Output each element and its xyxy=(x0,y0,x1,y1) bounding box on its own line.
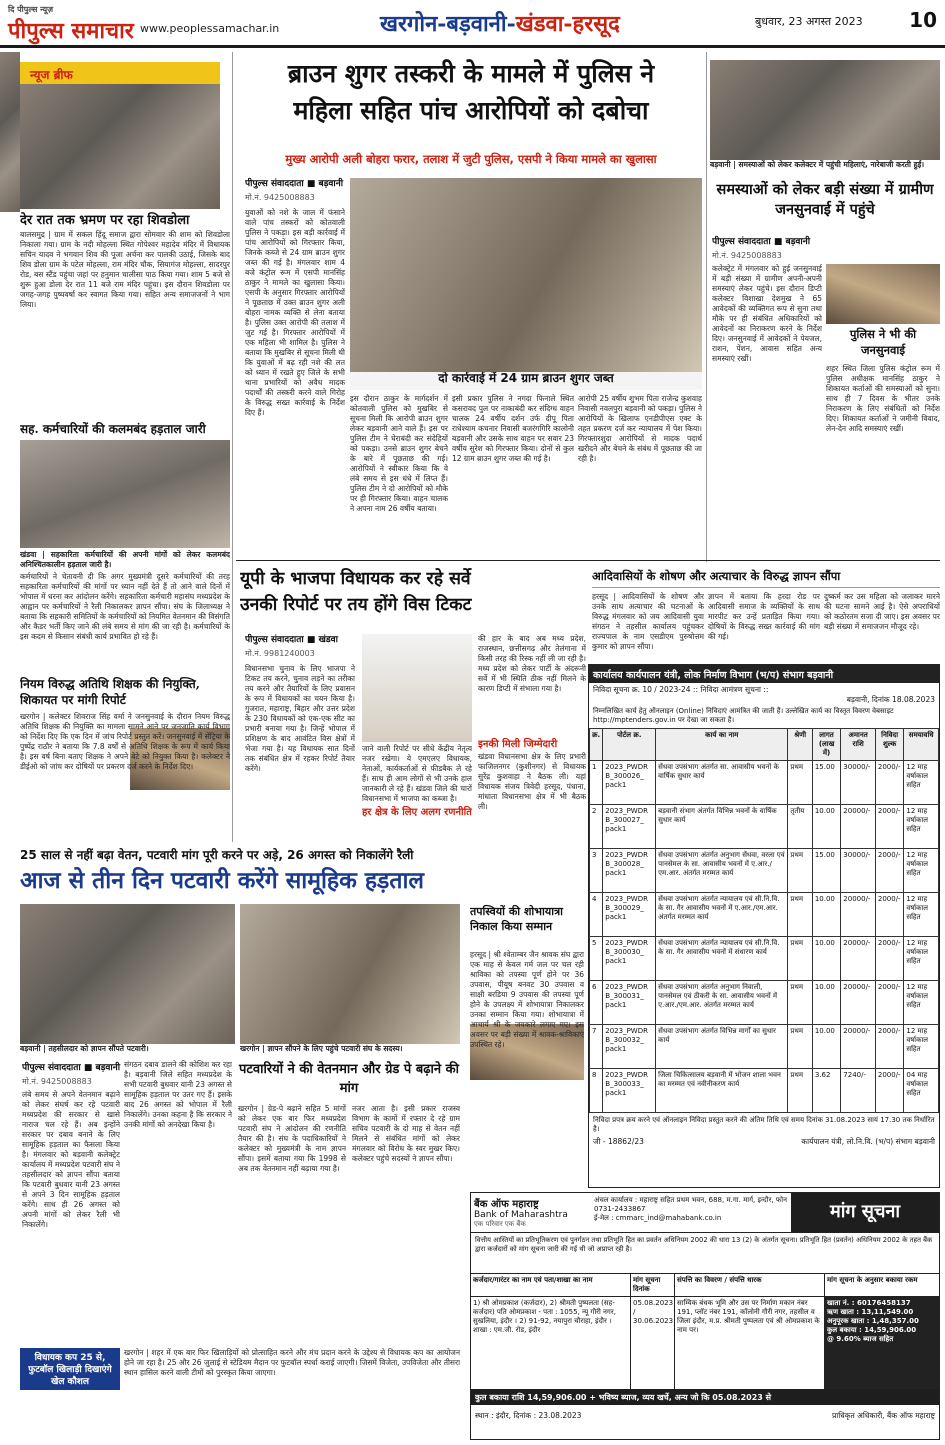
website-url[interactable]: www.peoplessamachar.in xyxy=(140,22,280,35)
bank-account: खाता नं. : 60176458137 xyxy=(827,1299,911,1307)
tender-cell: 2000/- xyxy=(875,937,903,981)
strike-col1: लंबे समय से अपने वेतनमान बढ़ाने को लेकर संघर्ष कर रहे पटवारी मध्यप्रदेश की सरकार से खासे नाराज चल रहे हैं। अब इन्होंने सरकार पर दबाव बनाने के लिए सामूहिक हड़ताल का फैसला किया है। मंगलवार को बड़वानी कलेक्ट्रेट कार्यालय में मध्यप्रदेश पटवारी संघ ने तहसीलदार को ज्ञापन सौंपा बताया कि पटवारी बुधवार यानी 23 अगस्त से अपने 3 दिन सामूहिक हड़ताल करेंगे। साथ ही 26 अगस्त को अपनी मांगों को लेकर रैली भी निकालेंगे। xyxy=(22,1090,120,1229)
tender-cell: प्रथम xyxy=(788,1025,812,1069)
newspaper-logo xyxy=(8,4,134,45)
tender-cell: 15.00 xyxy=(812,849,840,893)
bank-logo xyxy=(471,1193,591,1232)
tender-cell: 10.00 xyxy=(812,805,840,849)
tender-header-cell: अमानत राशि xyxy=(841,729,876,761)
bank-header xyxy=(471,1193,939,1233)
tender-cell: 2000/- xyxy=(875,761,903,805)
section-rule xyxy=(236,560,940,561)
strike-caption-1: बड़वानी | तहसीलदार को ज्ञापन सौंपते पटवारी। xyxy=(20,1044,149,1053)
lead-col3: इसी प्रकार पुलिस ने नगदा फिनाले स्थित कसरावद पुल पर नाकाबंदी कर संदिग्ध वाहन चालक 24 वर्षीय दर्शन उर्फ दीपू पिता राधेश्याम कचनार निवासी बजरंगगिरि कालोनी बड़वानी और उसके साथ वाहन पर सवार 23 वर्षीय सुरेश को गिरफ्तार किया। दोनों से कुल 12 ग्राम ब्राउन शुगर जब्त की गई है। xyxy=(452,394,574,463)
mla-headline-2: उनकी रिपोर्ट पर तय होंगे विस टिकट xyxy=(240,595,472,615)
police-hearing-text: शहर स्थित जिला पुलिस कंट्रोल रूम में पुलिस अधीक्षक मानसिंह ठाकुर ने शिकायत कर्ताओं की समस्याओं को सुना। साथ ही 7 दिवस के भीतर उनके निराकरण के लिए संबंधितों को निर्देश दिए। शिकायत कर्ताओं ने जमीनी विवाद, लेन-देन आदि समस्याएं रखीं। xyxy=(826,364,940,433)
strike-col3: खरगोन | ग्रेड-पे बढ़ाने सहित 5 मांगों को लेकर एक बार फिर मध्यप्रदेश पटवारी संघ ने आंदोलन की रणनीति तैयार की है। संघ के पदाधिकारियों ने कलेक्टर को मुख्यमंत्री के नाम ज्ञापन सौंपा। इसमें बताया गया कि 1998 से अब तक वेतनमान नहीं बढ़ाया गया है। xyxy=(238,1104,346,1173)
tender-notice xyxy=(588,664,940,1188)
villagers-mobile: मो.नं. 9425008883 xyxy=(712,251,782,260)
cooperative-caption: खंडवा | सहकारिता कर्मचारियों की अपनी मांगों को लेकर कलमबंद अनिश्चितकालीन हड़ताल जारी है। xyxy=(20,550,230,569)
tender-header-cell: श्रेणी xyxy=(788,729,812,761)
mla-headline xyxy=(240,566,585,630)
bank-dates: 05.08.2023 / 30.06.2023 xyxy=(631,1297,675,1389)
tender-cell: 12 माह वर्षाकाल सहित xyxy=(904,937,939,981)
bank-th-amount: मांग सूचना के अनुसार बकाया रकम xyxy=(827,1276,918,1284)
bank-amount-loan: ऋण खाता : 13,11,549.00 xyxy=(827,1308,914,1316)
tender-header-cell: लागत (लाख में) xyxy=(812,729,840,761)
column-divider xyxy=(232,52,233,842)
tender-cell: 2023_PWDR B_300033_ pack1 xyxy=(603,1069,656,1113)
bank-interest: @ 9.60% ब्याज सहित xyxy=(827,1335,894,1343)
strike-photo-1 xyxy=(20,904,235,1044)
tender-cell: 2023_PWDR B_300030_ pack1 xyxy=(603,937,656,981)
bank-amount-supplementary: अनुपूरक खाता : 1,48,357.00 xyxy=(827,1317,919,1325)
lead-photo-caption: दो कार्रवाई में 24 ग्राम ब्राउन शुगर जब्त xyxy=(350,372,702,390)
teacher-headline: नियम विरुद्ध अतिथि शिक्षक की नियुक्ति, शिकायत पर मांगी रिपोर्ट xyxy=(20,677,200,707)
strike-caption-2: खरगोन | ज्ञापन सौंपने के लिए पहुंचे पटवारी संघ के सदस्य। xyxy=(240,1044,403,1053)
villagers-byline: पीपुल्स संवाददाता ■ बड़वानी xyxy=(712,237,811,247)
tender-row xyxy=(590,1025,939,1069)
tender-cell: 3.62 xyxy=(812,1069,840,1113)
tender-row xyxy=(590,981,939,1025)
mla-col2: जाने वाली रिपोर्ट पर सीधे केंद्रीय नेतृत्व नजर रखेगा। ये एमएलए विधायक, नेताओं, कार्यकर्ताओं से फीडबैक ले रहे हैं। साथ ही आम लोगों से भी उनके हाल जानकारी ले रहे हैं। खंडवा जिले की चारों विधानसभा में भाजपा का कब्जा है। xyxy=(362,744,472,803)
tender-cell: 10.00 xyxy=(812,893,840,937)
tender-cell: 2023_PWDR B_300031_ pack1 xyxy=(603,981,656,1025)
mla-byline: पीपुल्स संवाददाता ■ खंडवा xyxy=(245,635,338,645)
shivdola-photo xyxy=(20,84,220,209)
tender-cell: 10.00 xyxy=(812,937,840,981)
issue-date: बुधवार, 23 अगस्त 2023 xyxy=(755,15,863,28)
bank-name-hi: बैंक ऑफ महाराष्ट्र xyxy=(474,1199,539,1210)
bank-th-borrower: कर्जदार/गारंटर का नाम एवं पता/शाखा का नाम xyxy=(471,1274,631,1296)
shivdola-text: बालसमुद्र | ग्राम में सकल हिंदू समाज द्वारा सोमवार की शाम को शिवडोला निकाला गया। ग्राम के नदी मोहल्ला स्थित गोपेश्वर महादेव मंदिर में विधायक सचिन यादव ने भगवान शिव की पूजा अर्चना कर पालकी उठाई, जिसके बाद शिव डोला ग्राम के पटेल मोहल्ला, राम मंदिर चौक, सियागंज मोहल्ला, सादरपुर रोड, बस स्टैंड पहुंचा जहां पर हनुमान चालीसा पाठ किया गया। शाम 5 बजे से शुरू हुआ डोला देर रात 11 बजे राम मंदिर पहुंचा। इस दौरान शिवडोला पर जगह-जगह पुष्पवर्षा कर स्वागत किया गया। सहित अन्य समाजजनों ने भाग लिया। xyxy=(20,230,230,309)
tribal-headline: आदिवासियों के शोषण और अत्याचार के विरुद्ध ज्ञापन सौंपा xyxy=(592,566,940,588)
tender-cell: 2023_PWDR B_300028_ pack1 xyxy=(603,849,656,893)
tender-cell: सेंधवा उपसंभाग अंतर्गत सा. आवासीय भवनों के वार्षिक सुधार कार्य xyxy=(656,761,788,805)
lead-byline: पीपुल्स संवाददाता ■ बड़वानी xyxy=(245,179,344,189)
bank-footer xyxy=(471,1405,939,1427)
tender-cell: 8 xyxy=(590,1069,603,1113)
tender-cell: 2 xyxy=(590,805,603,849)
news-brief-label: न्यूज ब्रीफ xyxy=(20,62,220,84)
tender-cell: 20000/- xyxy=(841,1025,876,1069)
villagers-headline: समस्याओं को लेकर बड़ी संख्या में ग्रामीण जनसुनवाई में पहुंचे xyxy=(716,181,934,218)
page-number: 10 xyxy=(909,8,937,32)
mla-sub2: इनकी मिली जिम्मेदारी xyxy=(478,739,558,750)
strike-brief-headline: सह. कर्मचारियों की कलमबंद हड़ताल जारी xyxy=(20,422,206,436)
bank-amounts xyxy=(825,1297,939,1389)
tender-header-cell: क्र. xyxy=(590,729,603,761)
bank-total-line: कुल बकाया राशि 14,59,906.00 + भविष्य ब्याज, व्यय खर्चे, अन्य जो कि 05.08.2023 से xyxy=(471,1389,939,1405)
tender-cell: 1 xyxy=(590,761,603,805)
strike-sub-headline: पटवारियों ने की वेतनमान और ग्रेड पे बढ़ाने की मांग xyxy=(238,1062,460,1096)
tender-cell: सेंधवा उपसंभाग अंतर्गत न्यायालय एवं सी.नि.वि. के सा. गैर आवासीय भवनों में ए.आर./एम.आर. अंतर्गत मरम्मत कार्य xyxy=(656,893,788,937)
tender-cell: तृतीय xyxy=(788,805,812,849)
lead-accused-photo xyxy=(350,178,702,372)
tender-intro: निम्नलिखित कार्य हेतु ऑनलाइन (Online) निविदाएं आमंत्रित की जाती हैं। उल्लेखित कार्य का विस्तृत विवरण वेबसाइट http://mptenders.gov.in पर देखा जा सकता है। xyxy=(593,707,894,724)
tender-cell: 7240/- xyxy=(841,1069,876,1113)
tender-cell: 5 xyxy=(590,937,603,981)
tender-table xyxy=(589,728,939,1113)
bank-property: साम्यिक बंधक भूमि और उस पर निर्माण मकान नंबर 191, प्लॉट नंबर 191, कॉलोनी गौरी नगर, तहसील व जिला इंदौर, म.प्र. श्रीमती पुष्पलता एवं श्री ओमप्रकाश के नाम पर। xyxy=(675,1297,825,1389)
tender-cell: 12 माह वर्षाकाल सहित xyxy=(904,805,939,849)
strike-col2: संगठन दबाव डालने की कोशिश कर रहा है। बड़वानी जिले सहित मध्यप्रदेश के सभी पटवारी बुधवार यानी 23 अगस्त से सामूहिक हड़ताल पर उतर गए हैं। इसके बाद 26 अगस्त को भोपाल में रैली निकालेंगे। उनका कहना है कि सरकार ने उनकी मांगों को अनदेखा किया है। xyxy=(124,1060,232,1129)
tender-date: बड़वानी, दिनांक 18.08.2023 xyxy=(846,695,935,704)
tender-cell: 20000/- xyxy=(841,805,876,849)
tender-office: कार्यालय कार्यपालन यंत्री, लोक निर्माण विभाग (भ/प) संभाग बड़वानी xyxy=(589,665,939,683)
tender-cell: सेंधवा उपसंभाग अंतर्गत न्यायालय एवं सी.नि.वि. के सा. गैर आवासीय भवनों में संधारण कार्य xyxy=(656,937,788,981)
bank-amount-total: कुल बकाया : 14,59,906.00 xyxy=(827,1326,917,1334)
strike-kicker: 25 साल से नहीं बढ़ा वेतन, पटवारी मांग पूरी करने पर अड़े, 26 अगस्त को निकालेंगे रैली xyxy=(20,848,414,862)
bank-intro: वित्तीय आस्तियों का प्रतिभूतिकरण एवं पुनर्गठन तथा प्रतिभूति हित का प्रवर्तन अधिनियम 2002 की धारा 13 (2) के अंतर्गत सूचना। प्रतिभूति हित (प्रवर्तन) अधिनियम 2002 के तहत बैंक द्वारा कर्जदारों को मांग सूचना जारी की गई थी जो अप्राप्त रही है। xyxy=(475,1236,933,1253)
tender-cell: 30000/- xyxy=(841,761,876,805)
tender-cell: प्रथम xyxy=(788,849,812,893)
cartoon-illustration xyxy=(362,634,472,742)
lead-col1: युवाओं को नशे के जाल में फंसाने वाले पांच तस्करों को कोतवाली पुलिस ने पकड़ा। इस बड़ी कार्रवाई में पांच आरोपियों को गिरफ्तार किया, जिनके कब्जे से 24 ग्राम ब्राउन शुगर जब्त की गई है। मंगलवार शाम 4 बजे कंट्रोल रूम में एसपी मानसिंह ठाकुर ने मामले का खुलासा किया। एसपी के अनुसार गिरफ्तार आरोपियों ने पूछताछ में उक्त ब्राउन शुगर अली बोहरा नामक व्यक्ति से लेना बताया है। पुलिस उक्त आरोपी की तलाश में जुट गई है। गिरफ्तार आरोपियों में एक महिला भी शामिल है। पुलिस ने बताया कि मुखबिर से सूचना मिली थी कि युवाओं में बढ़ रही नशे की लत को ध्यान में रखते हुए जिले के सभी थाना प्रभारियों को अवैध मादक पदार्थों की तस्करी करने वाले गिरोह के विरुद्ध सख्त कार्रवाई के निर्देश दिए हैं। xyxy=(245,208,345,417)
tender-cell: प्रथम xyxy=(788,981,812,1025)
tender-cell: 2000/- xyxy=(875,805,903,849)
tender-row xyxy=(590,937,939,981)
police-hearing-photo xyxy=(826,264,940,324)
football-box: विधायक कप 25 से, फुटबॉल खिलाड़ी दिखाएंगे खेल कौशल xyxy=(20,1348,120,1390)
tender-cell: प्रथम xyxy=(788,937,812,981)
tender-cell: 30000/- xyxy=(841,849,876,893)
tender-cell: 2000/- xyxy=(875,1025,903,1069)
edition-title xyxy=(380,8,620,38)
bank-office xyxy=(591,1193,791,1232)
tender-cell: 04 माह वर्षाकाल सहित xyxy=(904,1069,939,1113)
lead-headline-1: ब्राउन शुगर तस्करी के मामले में पुलिस ने xyxy=(287,59,655,88)
mla-headline-1: यूपी के भाजपा विधायक कर रहे सर्वे xyxy=(240,569,471,589)
lead-headline-2: महिला सहित पांच आरोपियों को दबोचा xyxy=(293,96,649,125)
tender-cell: 12 माह वर्षाकाल सहित xyxy=(904,981,939,1025)
tender-header-cell: कार्य का नाम xyxy=(656,729,788,761)
tender-cell: सेंधवा उपसंभाग अंतर्गत अनुभाग निवाली, पानसेमल एवं ठीकरी के सा. आवासीय भवनों में ए.आर./एम.आर. अंतर्गत मरम्मत कार्य xyxy=(656,981,788,1025)
tender-cell: 2000/- xyxy=(875,1069,903,1113)
tender-cell: 2023_PWDR B_300032_ pack1 xyxy=(603,1025,656,1069)
lead-col4: आरोपी 25 वर्षीय शुभम पिता राजेन्द्र कुशवाह निवासी नवलपुरा बड़वानी को पकड़ा। पुलिस ने आरोपियों के खिलाफ एनडीपीएस एक्ट के तहत प्रकरण दर्ज कर न्यायालय में पेश किया। गिरफ्तारशुदा आरोपियों से मादक पदार्थ खरीदने और बेचने के संबंध में पूछताछ की जा रही है। xyxy=(578,394,702,463)
villagers-caption: बड़वानी | समस्याओं को लेकर कलेक्टर में पहुंची महिलाएं, नारेबाजी करती हुईं। xyxy=(710,160,925,169)
tender-mp-code: जी - 18862/23 xyxy=(593,1137,644,1146)
tender-header-cell: पोर्टल क्र. xyxy=(603,729,656,761)
tender-cell: 20000/- xyxy=(841,893,876,937)
honor-text: हरसूद | श्री श्वेताम्बर जैन श्रावक संघ द्वारा एक माह से केवल गर्म जल पर चल रही श्राविका को तपस्या पूर्ण होने पर 36 उपवास, पीयूष बनवट 30 उपवास व साक्षी बरडिया 9 उपवास की तपस्या पूर्ण होने के उपलक्ष्य में शोभायात्रा निकालकर उनका सम्मान किया गया। शोभायात्रा में आचार्य श्री के जयकारे लगाए गए। इस अवसर पर बड़ी संख्या में श्रावक-श्राविकाएं उपस्थित रहे। xyxy=(470,950,584,1049)
tender-cell: प्रथम xyxy=(788,893,812,937)
tender-row xyxy=(590,849,939,893)
villagers-text: कलेक्ट्रेट में मंगलवार को हुई जनसुनवाई में बड़ी संख्या में ग्रामीण अपनी-अपनी समस्याएं लेकर पहुंचे। इस दौरान डिप्टी कलेक्टर विशाखा देशमुख ने 65 आवेदकों की व्यक्तिगत रूप से सुना तथा मौके पर ही संबंधित अधिकारियों को आवेदनों का निराकरण करने के निर्देश दिए। जनसुनवाई में आवेदकों ने पेयजल, राशन, पेंशन, आवास सहित अन्य समस्याएं रखीं। xyxy=(712,264,822,363)
tender-cell: सेंधवा उपसंभाग अंतर्गत अनुभाग सेंधवा, वरला एवं पानसेमल के सा. आवासीय भवनों में ए.आर./एम.आर. अंतर्गत मरम्मत कार्य xyxy=(656,849,788,893)
mla-col3: की हार के बाद अब मध्य प्रदेश, राजस्थान, छत्तीसगढ़ और तेलंगाना में किसी तरह की रिस्क नहीं ली जा रही है। मध्य प्रदेश को लेकर पार्टी के अंदरूनी सर्वे में भी स्थिति ठीक नहीं मिलने के कारण डिप्टी में संभाला गया है। xyxy=(478,634,586,693)
tender-header-row xyxy=(590,729,939,761)
tender-footer: निविदा प्रपत्र क्रय करने एवं ऑनलाइन निविदा प्रस्तुत करने की अंतिम तिथि एवं समय दिनांक 31.08.2023 सायं 17.30 तक निर्धारित है। xyxy=(593,1116,935,1133)
bank-place-date: स्थान : इंदौर, दिनांक : 23.08.2023 xyxy=(475,1411,582,1420)
brief-photo-strip xyxy=(0,52,20,212)
football-text: खरगोन | शहर में एक बार फिर खिलाड़ियों को प्रोत्साहित करने और मंच प्रदान करने के उद्देश्य से विधायक कप का आयोजन होने जा रहा है। 25 और 26 जुलाई से स्टेडियम मैदान पर फुटबॉल स्पर्धा कराई जाएगी। जिसमें विजेता, उपविजेता और तीसरा स्थान हासिल करने वाली टीमों को पुरस्कृत किया जाएगा। xyxy=(124,1348,460,1377)
tender-header-cell: निविदा शुल्क xyxy=(875,729,903,761)
tender-cell: 7 xyxy=(590,1025,603,1069)
tender-cell: बड़वानी संभाग अंतर्गत विभिन्न भवनों के वार्षिक सुधार कार्य xyxy=(656,805,788,849)
tender-cell: प्रथम xyxy=(788,1069,812,1113)
tender-notice-no: निविदा सूचना क्र. 10 / 2023-24 :: निविदा आमंत्रण सूचना :: xyxy=(593,685,769,694)
tender-cell: 12 माह वर्षाकाल सहित xyxy=(904,893,939,937)
teacher-text: खरगोन | कलेक्टर शिवराज सिंह वर्मा ने जनसुनवाई के दौरान नियम विरुद्ध अतिथि शिक्षक की नियुक्ति का मामला सामने आने पर जनजाति कार्य विभाग को निर्देश दिए कि एक दिन में जांच रिपोर्ट प्रस्तुत करें। जनसुनवाई में सेंट्रिया के पुष्पेंद्र राठौर ने बताया कि 7.8 वर्षों से अतिथि शिक्षक के रूप में कार्य किया है। इस वर्ष बिना बताए शिक्षक ने अपने बेटे को नियुक्त किया है। कलेक्टर ने डीईओ को जांच कर दोषियों पर प्रकरण दर्ज करने के निर्देश दिए। xyxy=(20,712,230,771)
column-divider-2 xyxy=(706,52,707,562)
tender-cell: 3 xyxy=(590,849,603,893)
tender-row xyxy=(590,1069,939,1113)
strike-photo-2 xyxy=(240,904,460,1044)
strike-headline: आज से तीन दिन पटवारी करेंगे सामूहिक हड़ताल xyxy=(20,867,424,894)
tender-cell: 6 xyxy=(590,981,603,1025)
tender-cell: 4 xyxy=(590,893,603,937)
tender-row xyxy=(590,893,939,937)
tender-cell: 2000/- xyxy=(875,849,903,893)
tender-cell: प्रथम xyxy=(788,761,812,805)
bank-notice xyxy=(470,1192,940,1440)
bank-th-property: संपत्ति का विवरण / संपत्ति धारक xyxy=(675,1274,825,1296)
tender-signatory: कार्यपालन यंत्री, लो.नि.वि. (भ/प) संभाग बड़वानी xyxy=(801,1137,935,1146)
shivdola-headline: देर रात तक भ्रमण पर रहा शिवडोला xyxy=(20,213,190,228)
tender-cell: 2023_PWDR B_300027_ pack1 xyxy=(603,805,656,849)
honor-headline: तपस्वियों की शोभायात्रा निकाल किया सम्मान xyxy=(470,905,564,933)
tender-cell: 12 माह वर्षाकाल सहित xyxy=(904,1025,939,1069)
tender-cell: 12 माह वर्षाकाल सहित xyxy=(904,849,939,893)
lead-mobile: मो.नं. 9425008883 xyxy=(245,193,315,202)
mla-sub1: हर क्षेत्र के लिए अलग रणनीति xyxy=(362,807,472,818)
strike-mobile: मो.नं. 9425008883 xyxy=(22,1077,92,1086)
edition-blue: खरगोन-बड़वानी- xyxy=(380,11,516,37)
bank-email: ई-मेल : cmmarc_ind@mahabank.co.in xyxy=(594,1214,722,1222)
tender-cell: 2023_PWDR B_300026_ pack1 xyxy=(603,761,656,805)
mla-col1: विधानसभा चुनाव के लिए भाजपा ने टिकट तय करने, चुनाव लड़ने का तरीका तय करने और तैयारियों के लिए प्रवासन के रूप में विधायकों का चयन किया है। गुजरात, महाराष्ट्र, बिहार और उत्तर प्रदेश के 230 विधायकों को एक-एक सीट का प्रभारी बनाया गया है। जिन्हें भोपाल में प्रशिक्षण के बाद आवंटित विस क्षेत्रों में भेजा गया है। यह विधायक सात दिनों तक संबंधित क्षेत्र में रहकर रिपोर्ट तैयार करेंगे। xyxy=(245,664,355,773)
demand-notice-title: मांग सूचना xyxy=(791,1193,939,1232)
lead-deck: मुख्य आरोपी अली बोहरा फरार, तलाश में जुटी पुलिस, एसपी ने किया मामले का खुलासा xyxy=(285,152,657,166)
bank-tagline: एक परिवार एक बैंक xyxy=(474,1220,526,1228)
tender-cell: 20000/- xyxy=(841,981,876,1025)
bank-th-date: मांग सूचना दिनांक xyxy=(631,1274,675,1296)
tribal-col2: ज्ञापन में बताया कि हरदा रोड पर आदिवासी समाज के व्यक्तियों के साथ मारपीट कर उन्हें प्रताड़ित किया गया। दोषियों के विरुद्ध सख्त कार्रवाई की मांग की गई। xyxy=(708,592,820,641)
tender-sign-row xyxy=(589,1135,939,1149)
tender-cell: 2000/- xyxy=(875,981,903,1025)
tender-cell: जिला चिकित्सालय बड़वानी में भोजन शाला भवन का मरम्मत एवं नवीनीकरण कार्य xyxy=(656,1069,788,1113)
tender-header-cell: समयावधि xyxy=(904,729,939,761)
logo-tagline: दि पीपुल्स न्यूज़ xyxy=(8,4,54,14)
tender-cell: सेंधवा उपसंभाग अंतर्गत विभिन्न मार्गों का सुधार कार्य xyxy=(656,1025,788,1069)
tribal-col1: हरसूद | आदिवासियों के शोषण और उनके साथ अत्याचार की घटनाओं के विरुद्ध मंगलवार को जय आदिवासी युवा संगठन ने तहसील कार्यालय पहुंचकर राज्यपाल के नाम एसडीएम पुरुषोत्तम कुमार को ज्ञापन सौंपा। xyxy=(592,592,704,651)
bank-name-en: Bank of Maharashtra xyxy=(474,1210,568,1220)
mla-col4: खंडवा विधानसभा क्षेत्र के लिए प्रभारी फाजिलनगर (कुशीनगर) से विधायक सुरेंद्र कुशवाहा ने बैठक ली। यहां विधायक संजय त्रिवेदी हरसूद, पंधाना, मांधाता विधानसभा क्षेत्र में भी बैठक ली। xyxy=(478,752,586,811)
tender-row xyxy=(590,805,939,849)
tender-cell: 12 माह वर्षाकाल सहित xyxy=(904,761,939,805)
tender-row xyxy=(590,761,939,805)
strike-byline: पीपुल्स संवाददाता ■ बड़वानी xyxy=(22,1063,121,1073)
cooperative-text: कर्मचारियों ने चेतावनी दी कि अगर मुख्यमंत्री दूसरे कर्मचारियों की तरह सहकारिता कर्मचारियों की मांगों पर ध्यान नहीं देते हैं तो आने वाले दिनों में भोपाल में धरना कर आंदोलन करेंगे। सहकारिता कर्मचारी महासंघ मध्यप्रदेश के आह्वान पर कर्मचारियों ने रैली निकालकर ज्ञापन सौंपा। संघ के जिलाध्यक्ष ने बताया कि सहकारी समितियों के कर्मचारियों को नियमित वेतनमान की विसंगति और कैडर भर्ती किए जाने की लंबे समय से मांग की जा रही है। कर्मचारियों के इस कदम से किसान संबंधी कार्य प्रभावित हो रहे हैं। xyxy=(20,572,230,641)
mla-mobile: मो.नं. 9981240003 xyxy=(245,649,315,658)
bank-borrowers: 1) श्री ओमप्रकाश (कर्जदार), 2) श्रीमती पुष्पलता (सह-कर्जदार) पति ओमप्रकाश - पता : 1055, न्यू गौरी नगर, सुखलिया, इंदौर । 2) 91-92, नयापुरा चौराहा, इंदौर । शाखा : एम.जी. रोड, इंदौर xyxy=(471,1297,631,1389)
cooperative-strike-photo xyxy=(20,440,230,548)
edition-red: खंडवा-हरसूद xyxy=(515,11,620,37)
tender-cell: 10.00 xyxy=(812,1025,840,1069)
tender-cell: 10.00 xyxy=(812,981,840,1025)
logo-text: पीपुल्स समाचार xyxy=(8,18,134,44)
police-hearing-headline: पुलिस ने भी की जनसुनवाई xyxy=(849,327,917,357)
strike-col4: नजर आता है। इसी प्रकार राजस्व विभाग के कामों में रफ्तार दे रहे ग्राम सचिव पटवारी के दो माह से वेतन नहीं मिलने से संबंधित मांगों को लेकर मंगलवार को विरोध के स्वर मुखर किए। कलेक्टर पहुंचे सदस्यों ने ज्ञापन सौंपा। xyxy=(352,1104,460,1163)
tender-cell: 20000/- xyxy=(841,937,876,981)
bank-office-address: अंचल कार्यालय : महाराष्ट्र सहित प्रथम भवन, 688, म.गा. मार्ग, इन्दौर, फोन 0731-2433867 xyxy=(594,1196,787,1213)
masthead xyxy=(0,0,945,48)
tender-cell: 2000/- xyxy=(875,893,903,937)
bank-signatory: प्राधिकृत अधिकारी, बैंक ऑफ महाराष्ट्र xyxy=(831,1411,935,1420)
lead-col2: इस दौरान ठाकुर के मार्गदर्शन में कोतवाली पुलिस को मुखबिर से सूचना मिली कि आरोपी ब्राउन शुगर लेकर बड़वानी आने वाले हैं। इस पर पुलिस टीम ने घेराबंदी कर संदेहियों को पकड़ा। उनसे ब्राउन शुगर बेचने के बारे में पूछताछ की गई। आरोपियों ने स्वीकार किया कि वे लंबे समय से इस धंधे में लिप्त हैं। पुलिस टीम ने दो आरोपियों को मौके पर ही गिरफ्तार किया। वाहन चालक ने अपना नाम 26 वर्षीय बताया। xyxy=(350,394,448,513)
bank-table-row xyxy=(471,1297,939,1389)
tender-cell: 2023_PWDR B_300029_ pack1 xyxy=(603,893,656,937)
tender-cell: 15.00 xyxy=(812,761,840,805)
villagers-photo xyxy=(710,60,940,160)
tribal-col3: दुष्कर्म कर उस महिला को जलाकर मारने की घटना सामने आई है। ऐसे अपराधियों को कठोरतम सजा दी जाए। इस अवसर पर बड़ी संख्या में समाजजन मौजूद रहे। xyxy=(824,592,940,631)
bank-table-header xyxy=(471,1273,939,1297)
